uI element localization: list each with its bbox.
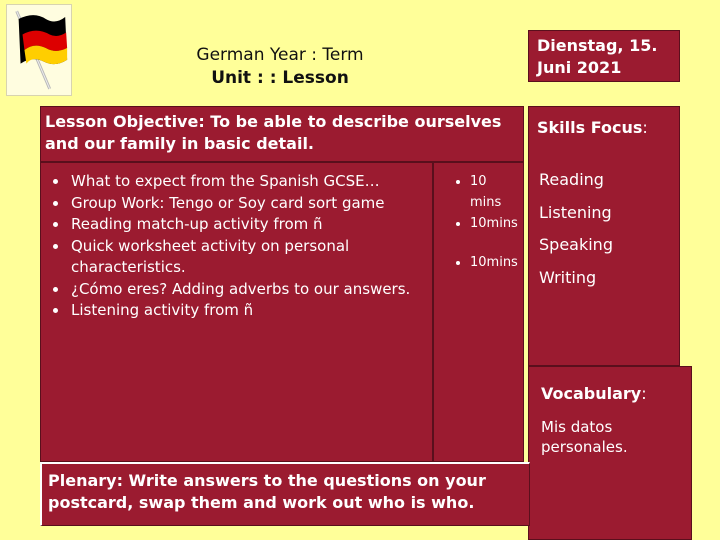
activity-item: • Group Work: Tengo or Soy card sort game	[69, 193, 426, 215]
vocabulary-panel	[528, 366, 692, 540]
date-line-2: Juni 2021	[537, 58, 622, 77]
activities-panel	[40, 162, 433, 462]
vocabulary-line-1: Mis datos	[541, 418, 613, 436]
timing-item: • 10 mins	[470, 171, 519, 213]
title-line-2: Unit : : Lesson	[211, 68, 349, 88]
vocabulary-line-2: personales.	[541, 438, 628, 456]
date-box	[528, 30, 680, 82]
lesson-objective	[40, 106, 524, 162]
timing-item: • 10mins	[470, 213, 519, 234]
timings-panel	[433, 162, 524, 462]
plenary-box	[40, 462, 530, 526]
objective-line-1: Lesson Objective: To be able to describe ourselves	[45, 112, 502, 131]
skill-item-writing: Writing	[539, 268, 597, 287]
plenary-line-2: postcard, swap them and work out who is who.	[48, 493, 475, 512]
activity-item: • Listening activity from ñ	[69, 300, 426, 322]
date-line-1: Dienstag, 15.	[537, 36, 658, 55]
german-flag-icon	[6, 4, 72, 96]
title-line-1: German Year : Term	[196, 45, 364, 65]
objective-line-2: and our family in basic detail.	[45, 134, 315, 153]
skills-heading	[537, 117, 671, 139]
vocabulary-text	[541, 417, 679, 457]
vocabulary-heading-colon: :	[641, 384, 647, 403]
skills-heading-colon: :	[642, 118, 648, 137]
activity-item: • What to expect from the Spanish GCSE…	[69, 171, 426, 193]
activity-item: • Reading match-up activity from ñ	[69, 214, 426, 236]
vocabulary-heading	[541, 383, 679, 405]
vocabulary-heading-text: Vocabulary	[541, 384, 642, 403]
activity-item: • Quick worksheet activity on personal characteristics.	[69, 236, 426, 279]
skills-heading-text: Skills Focus	[537, 118, 643, 137]
skill-item-speaking: Speaking	[539, 235, 613, 254]
activities-list	[41, 171, 426, 322]
timing-item: • 10mins	[470, 252, 519, 273]
plenary-line-1: Plenary: Write answers to the questions on your	[48, 471, 486, 490]
skills-focus-panel	[528, 106, 680, 366]
skill-item-reading: Reading	[539, 170, 604, 189]
timings-list	[434, 171, 519, 273]
skill-item-listening: Listening	[539, 203, 612, 222]
page-title	[140, 44, 420, 90]
activity-item: • ¿Cómo eres? Adding adverbs to our answers.	[69, 279, 426, 301]
